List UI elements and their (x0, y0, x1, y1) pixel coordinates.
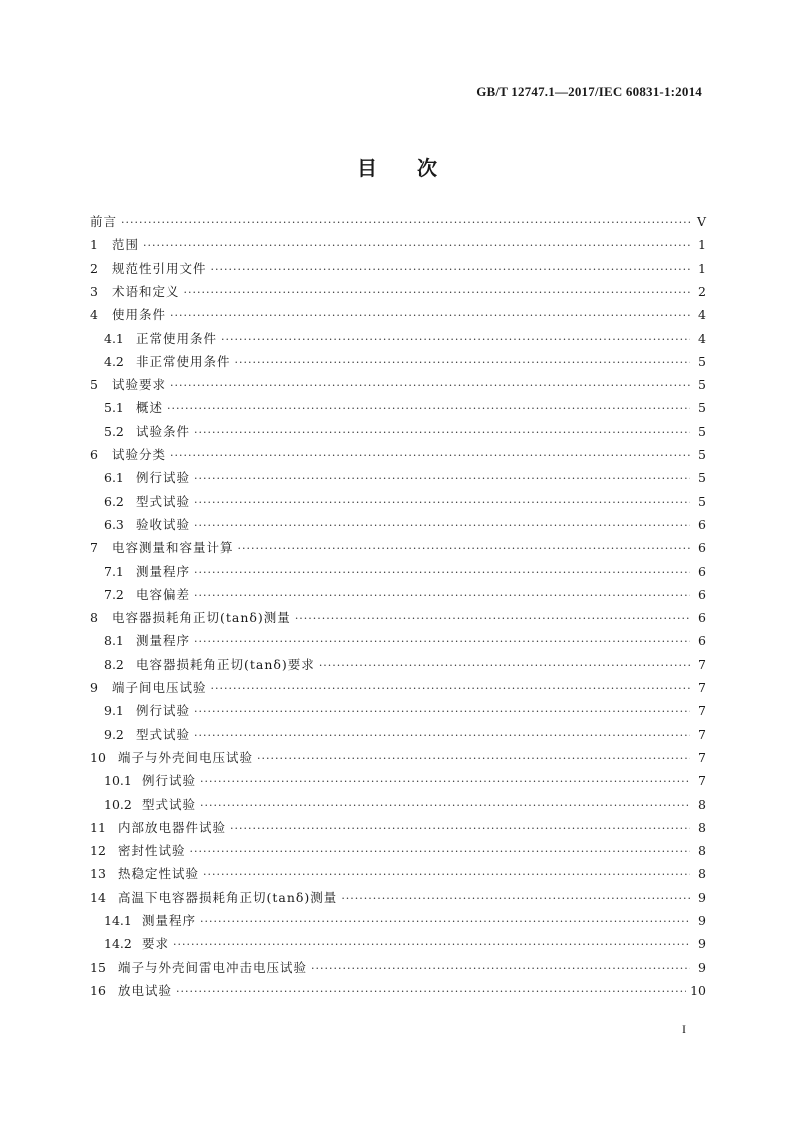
toc-entry-title: 使用条件 (112, 307, 167, 323)
toc-entry[interactable] (90, 472, 706, 485)
toc-entry-page: 4 (698, 307, 706, 323)
toc-entry-number: 15 (90, 959, 106, 975)
toc-entry-number: 10.2 (104, 796, 132, 812)
toc-entry[interactable] (90, 330, 706, 346)
toc-entry[interactable] (90, 682, 706, 695)
toc-entry-page: 6 (698, 586, 706, 602)
toc-entry-title: 试验要求 (112, 377, 167, 393)
toc-dot-leader (230, 823, 690, 834)
toc-entry[interactable] (90, 938, 706, 951)
toc-dot-leader (194, 590, 690, 601)
toc-entry[interactable] (90, 915, 706, 928)
toc-entry-title: 密封性试验 (118, 843, 186, 859)
toc-entry-title: 范围 (112, 237, 140, 253)
toc-entry-page: 8 (698, 796, 706, 812)
toc-entry-title: 例行试验 (136, 703, 191, 719)
toc-entry[interactable] (90, 449, 706, 462)
toc-entry-page: 9 (698, 913, 706, 928)
toc-entry[interactable] (90, 656, 706, 672)
toc-entry-page: 2 (698, 283, 706, 299)
toc-entry[interactable] (90, 819, 706, 835)
toc-entry-number: 4.2 (104, 353, 124, 369)
toc-entry-title: 端子间电压试验 (112, 680, 207, 695)
toc-entry-page: 8 (698, 866, 706, 882)
title-char-2: 次 (417, 156, 437, 180)
toc-entry[interactable] (90, 283, 706, 299)
toc-dot-leader (200, 916, 690, 927)
toc-entry-page: V (696, 214, 706, 229)
toc-entry-number: 16 (90, 982, 106, 998)
toc-dot-leader (238, 543, 690, 554)
page-title (0, 152, 794, 181)
toc-entry-number: 8.1 (104, 633, 124, 649)
toc-dot-leader (221, 334, 690, 345)
toc-entry[interactable] (90, 239, 706, 252)
toc-entry[interactable] (90, 796, 706, 812)
toc-dot-leader (170, 380, 690, 391)
toc-entry-title: 电容器损耗角正切(tanδ)测量 (112, 610, 291, 626)
toc-entry-page: 9 (698, 959, 706, 975)
toc-dot-leader (194, 497, 690, 508)
toc-entry-number: 5.1 (104, 400, 124, 416)
toc-entry-page: 1 (698, 260, 706, 276)
toc-entry-number: 10 (90, 749, 106, 765)
toc-dot-leader (121, 217, 690, 228)
toc-entry-title: 试验分类 (112, 447, 167, 462)
toc-entry-number: 5.2 (104, 423, 124, 439)
toc-dot-leader (311, 963, 690, 974)
toc-entry-title: 放电试验 (118, 982, 173, 998)
toc-entry[interactable] (90, 216, 706, 229)
toc-entry-page: 7 (698, 773, 706, 789)
toc-dot-leader (176, 986, 686, 997)
toc-dot-leader (194, 473, 690, 484)
toc-entry-title: 例行试验 (142, 773, 197, 789)
standard-code: GB/T 12747.1—2017/IEC 60831-1:2014 (476, 84, 702, 99)
toc-entry[interactable] (90, 423, 706, 439)
toc-entry[interactable] (90, 402, 706, 415)
toc-entry-title: 端子与外壳间电压试验 (118, 749, 254, 765)
toc-entry-title: 非正常使用条件 (136, 353, 231, 369)
toc-entry-title: 规范性引用文件 (112, 260, 207, 276)
toc-entry-number: 6.1 (104, 470, 124, 486)
toc-entry-page: 6 (698, 610, 706, 626)
toc-dot-leader (257, 753, 690, 764)
toc-dot-leader (143, 240, 690, 251)
toc-entry-title: 要求 (142, 936, 170, 952)
toc-entry-number: 13 (90, 866, 106, 882)
toc-entry-number: 9.1 (104, 703, 124, 719)
toc-entry-page: 8 (698, 819, 706, 835)
toc-entry-title: 电容测量和容量计算 (112, 540, 234, 556)
toc-entry-title: 试验条件 (136, 423, 191, 439)
toc-entry-page: 7 (698, 656, 706, 672)
toc-entry-title: 型式试验 (136, 726, 191, 742)
toc-entry-number: 9 (90, 680, 98, 695)
toc-entry-page: 6 (698, 516, 706, 532)
toc-entry-page: 5 (698, 377, 706, 393)
toc-dot-leader (170, 310, 690, 321)
toc-dot-leader (341, 893, 690, 904)
toc-entry-page: 7 (698, 749, 706, 765)
toc-dot-leader (194, 520, 690, 531)
toc-dot-leader (194, 567, 690, 578)
toc-entry[interactable] (90, 542, 706, 555)
toc-entry-number: 8.2 (104, 656, 124, 672)
toc-entry[interactable] (90, 982, 706, 998)
toc-entry-number: 8 (90, 610, 98, 626)
toc-entry[interactable] (90, 635, 706, 648)
toc-entry-number: 1 (90, 237, 98, 253)
toc-entry-page: 5 (698, 470, 706, 486)
toc-entry-title: 术语和定义 (112, 283, 180, 299)
toc-entry-number: 4.1 (104, 330, 124, 346)
toc-entry-title: 测量程序 (136, 633, 191, 649)
toc-dot-leader (200, 800, 690, 811)
toc-entry-number: 12 (90, 843, 106, 859)
toc-entry-title: 测量程序 (142, 913, 197, 928)
title-char-1: 目 (357, 156, 377, 180)
toc-entry[interactable] (90, 309, 706, 322)
toc-entry[interactable] (90, 353, 706, 369)
toc-entry-page: 8 (698, 843, 706, 859)
toc-dot-leader (200, 776, 690, 787)
toc-entry-page: 6 (698, 633, 706, 649)
toc-entry-number: 7.2 (104, 586, 124, 602)
toc-entry-number: 4 (90, 307, 98, 323)
toc-entry[interactable] (90, 612, 706, 625)
toc-entry[interactable] (90, 493, 706, 509)
toc-entry-number: 14.1 (104, 913, 132, 928)
toc-entry-page: 7 (698, 680, 706, 695)
toc-dot-leader (194, 706, 690, 717)
toc-entry-number: 3 (90, 283, 98, 299)
toc-entry-title: 验收试验 (136, 516, 191, 532)
toc-dot-leader (194, 636, 690, 647)
toc-entry-page: 5 (698, 493, 706, 509)
toc-entry-title: 前言 (90, 214, 118, 229)
toc-dot-leader (190, 846, 690, 857)
toc-entry-page: 5 (698, 353, 706, 369)
toc-entry-number: 5 (90, 377, 98, 393)
toc-entry[interactable] (90, 845, 706, 858)
toc-dot-leader (211, 683, 690, 694)
toc-dot-leader (295, 613, 690, 624)
toc-entry-page: 7 (698, 703, 706, 719)
toc-entry[interactable] (90, 726, 706, 742)
toc-entry-page: 9 (698, 889, 706, 905)
toc-entry-page: 6 (698, 563, 706, 579)
toc-dot-leader (170, 450, 690, 461)
toc-entry[interactable] (90, 516, 706, 532)
toc-entry-title: 正常使用条件 (136, 330, 218, 346)
toc-entry-number: 2 (90, 260, 98, 276)
toc-entry-number: 10.1 (104, 773, 132, 789)
toc-entry-number: 14.2 (104, 936, 132, 952)
toc-entry-page: 6 (698, 540, 706, 556)
toc-entry-title: 型式试验 (142, 796, 197, 812)
toc-entry-page: 10 (690, 982, 706, 998)
toc-dot-leader (194, 427, 690, 438)
toc-dot-leader (211, 264, 690, 275)
toc-entry-title: 例行试验 (136, 470, 191, 486)
toc-entry[interactable] (90, 775, 706, 788)
toc-entry[interactable] (90, 959, 706, 975)
toc-entry-number: 6 (90, 447, 98, 462)
toc-entry-title: 电容器损耗角正切(tanδ)要求 (136, 656, 315, 672)
toc-entry[interactable] (90, 586, 706, 602)
toc-dot-leader (167, 403, 690, 414)
toc-entry-number: 6.2 (104, 493, 124, 509)
toc-dot-leader (319, 660, 690, 671)
toc-entry-number: 6.3 (104, 516, 124, 532)
toc-entry-title: 高温下电容器损耗角正切(tanδ)测量 (118, 889, 338, 905)
toc-dot-leader (173, 939, 690, 950)
toc-entry-page: 9 (698, 936, 706, 952)
toc-entry[interactable] (90, 563, 706, 579)
toc-entry-title: 内部放电器件试验 (118, 819, 227, 835)
toc-entry-number: 7 (90, 540, 98, 556)
toc-entry-page: 4 (698, 330, 706, 346)
toc-entry-number: 11 (90, 819, 106, 835)
toc-entry[interactable] (90, 868, 706, 881)
toc-entry-page: 7 (698, 726, 706, 742)
toc-entry-title: 端子与外壳间雷电冲击电压试验 (118, 959, 308, 975)
toc-entry-page: 5 (698, 400, 706, 416)
toc-entry-title: 热稳定性试验 (118, 866, 200, 882)
toc-dot-leader (194, 730, 690, 741)
toc-entry[interactable] (90, 260, 706, 276)
toc-entry[interactable] (90, 379, 706, 392)
toc-dot-leader (235, 357, 690, 368)
page-number: I (682, 1022, 686, 1036)
toc-entry-number: 14 (90, 889, 106, 905)
toc-entry-number: 7.1 (104, 563, 124, 579)
toc-entry[interactable] (90, 749, 706, 765)
toc-entry-title: 概述 (136, 400, 164, 416)
toc-entry-number: 9.2 (104, 726, 124, 742)
toc-entry[interactable] (90, 705, 706, 718)
toc-dot-leader (203, 869, 690, 880)
toc-entry[interactable] (90, 889, 706, 905)
toc-entry-title: 电容偏差 (136, 586, 191, 602)
toc-entry-page: 1 (698, 237, 706, 253)
toc-entry-page: 5 (698, 447, 706, 462)
toc-entry-title: 测量程序 (136, 563, 191, 579)
toc-dot-leader (184, 287, 690, 298)
toc-entry-page: 5 (698, 423, 706, 439)
toc-entry-title: 型式试验 (136, 493, 191, 509)
